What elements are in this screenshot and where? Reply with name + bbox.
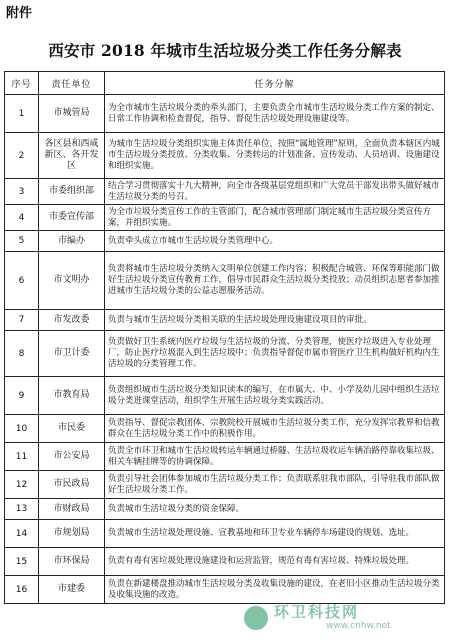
row-unit: 市公安局 [39, 443, 105, 471]
site-watermark [244, 604, 444, 634]
table-row [5, 231, 445, 252]
row-unit: 市委宣传部 [39, 205, 105, 231]
row-seq: 1 [5, 95, 39, 133]
row-unit: 市文明办 [39, 252, 105, 310]
row-seq: 13 [5, 499, 39, 520]
row-seq: 6 [5, 252, 39, 310]
row-task: 负责组织城市生活垃圾分类知识读本的编写，在市属大、中、小学及幼儿园中组织生活垃圾分类进课堂活动，组织学生开展生活垃圾分类实践活动。 [105, 377, 445, 415]
table-header-row [5, 72, 445, 95]
table-row [5, 133, 445, 179]
row-task: 结合学习贯彻落实十九大精神，向全市各级基层党组织和广大党员干部发出带头做好城市生活垃圾分类的号召。 [105, 179, 445, 205]
document-title: 西安市 2018 年城市生活垃圾分类工作任务分解表 [48, 41, 402, 60]
table-row [5, 252, 445, 310]
row-task: 负责做好卫生系统内医疗垃圾与生活垃圾的分流、分类管理，使医疗垃圾进入专业处理厂，防止医疗垃圾混入到生活垃圾中；负责指导督促市属市管医疗卫生机构做好机构内生活垃圾的分类管理工作。 [105, 331, 445, 377]
header-task: 任务分解 [105, 72, 445, 95]
row-seq: 7 [5, 310, 39, 331]
row-task: 为城市生活垃圾分类组织实施主体责任单位，按照“属地管理”原则，全面负责本辖区内城市生活垃圾分类投放、分类收集、分类转运的计划准备、宣传发动、人员培训、设施建设和组织实施。 [105, 133, 445, 179]
table-row [5, 548, 445, 576]
table-row [5, 471, 445, 499]
row-task: 为全市城市生活垃圾分类的牵头部门，主要负责全市城市生活垃圾分类工作方案的制定、日常工作协调和检查督促，指导、督促生活垃圾处理设施建设等。 [105, 95, 445, 133]
task-table [4, 71, 445, 604]
table-row [5, 331, 445, 377]
row-task: 负责全市环卫和城市生活垃圾转运车辆通过桥隧、生活垃圾收运车辆冶路停靠收集垃圾、相关车辆挂牌等的协调保障。 [105, 443, 445, 471]
header-seq: 序号 [5, 72, 39, 95]
row-task: 负责城市生活垃圾分类的资金保障。 [105, 499, 445, 520]
table-row [5, 499, 445, 520]
attachment-label: 附件 [6, 6, 33, 21]
row-seq: 15 [5, 548, 39, 576]
watermark-name: 环卫科技网 [274, 603, 360, 621]
row-seq: 16 [5, 576, 39, 604]
row-seq: 2 [5, 133, 39, 179]
row-task: 为全市垃圾分类宣传工作的主管部门，配合城市管理部门制定城市生活垃圾分类宣传方案，并组织实施。 [105, 205, 445, 231]
table-row [5, 377, 445, 415]
row-unit: 市发改委 [39, 310, 105, 331]
header-unit: 责任单位 [39, 72, 105, 95]
row-task: 负责指导、督促宗教团体、宗教院校开展城市生活垃圾分类工作，充分发挥宗教界和信教群众在生活垃圾分类工作中的积极作用。 [105, 415, 445, 443]
table-row [5, 520, 445, 548]
row-unit: 市编办 [39, 231, 105, 252]
row-seq: 3 [5, 179, 39, 205]
site-logo-icon [244, 606, 268, 630]
row-seq: 4 [5, 205, 39, 231]
row-unit: 市委组织部 [39, 179, 105, 205]
row-task: 负责牵头成立市城市生活垃圾分类管理中心。 [105, 231, 445, 252]
table-row [5, 179, 445, 205]
row-seq: 10 [5, 415, 39, 443]
row-unit: 市财政局 [39, 499, 105, 520]
table-row [5, 576, 445, 604]
row-task: 负责在新建楼盘推动城市生活垃圾分类及收集设施的建设，在老旧小区推动生活垃圾分类及收集设施的改造。 [105, 576, 445, 604]
table-row [5, 95, 445, 133]
row-unit: 市教育局 [39, 377, 105, 415]
row-seq: 8 [5, 331, 39, 377]
row-unit: 市环保局 [39, 548, 105, 576]
row-seq: 9 [5, 377, 39, 415]
row-task: 负责将城市生活垃圾分类纳入文明单位创建工作内容；积极配合城管、环保等职能部门做好生活垃圾分类宣传教育工作，倡导市民群众生活垃圾分类投放；动员组织志愿者参加推进城市生活垃圾分类的公益志愿服务活动。 [105, 252, 445, 310]
table-row [5, 205, 445, 231]
row-unit: 市民政局 [39, 471, 105, 499]
row-task: 负责引导社会团体参加城市生活垃圾分类工作；负责联系驻我市部队，引导驻我市部队做好生活垃圾分类工作。 [105, 471, 445, 499]
table-row [5, 443, 445, 471]
row-task: 负责有毒有害垃圾处理设施建设和运营监管，规范有毒有害垃圾、特殊垃圾处理。 [105, 548, 445, 576]
row-seq: 5 [5, 231, 39, 252]
row-seq: 11 [5, 443, 39, 471]
table-row [5, 310, 445, 331]
watermark-url: www.cnhw.net [326, 621, 391, 631]
row-unit: 市规划局 [39, 520, 105, 548]
row-seq: 12 [5, 471, 39, 499]
row-unit: 市建委 [39, 576, 105, 604]
row-unit: 市卫计委 [39, 331, 105, 377]
row-unit: 市民委 [39, 415, 105, 443]
row-unit: 各区县和西咸新区、各开发区 [39, 133, 105, 179]
row-task: 负责城市生活垃圾处理设施、宣教基地和环卫专业车辆停车场建设的规划、选址。 [105, 520, 445, 548]
table-row [5, 415, 445, 443]
row-seq: 14 [5, 520, 39, 548]
row-unit: 市城管局 [39, 95, 105, 133]
row-task: 负责与城市生活垃圾分类相关联的生活垃圾处理设施建设项目的审批。 [105, 310, 445, 331]
